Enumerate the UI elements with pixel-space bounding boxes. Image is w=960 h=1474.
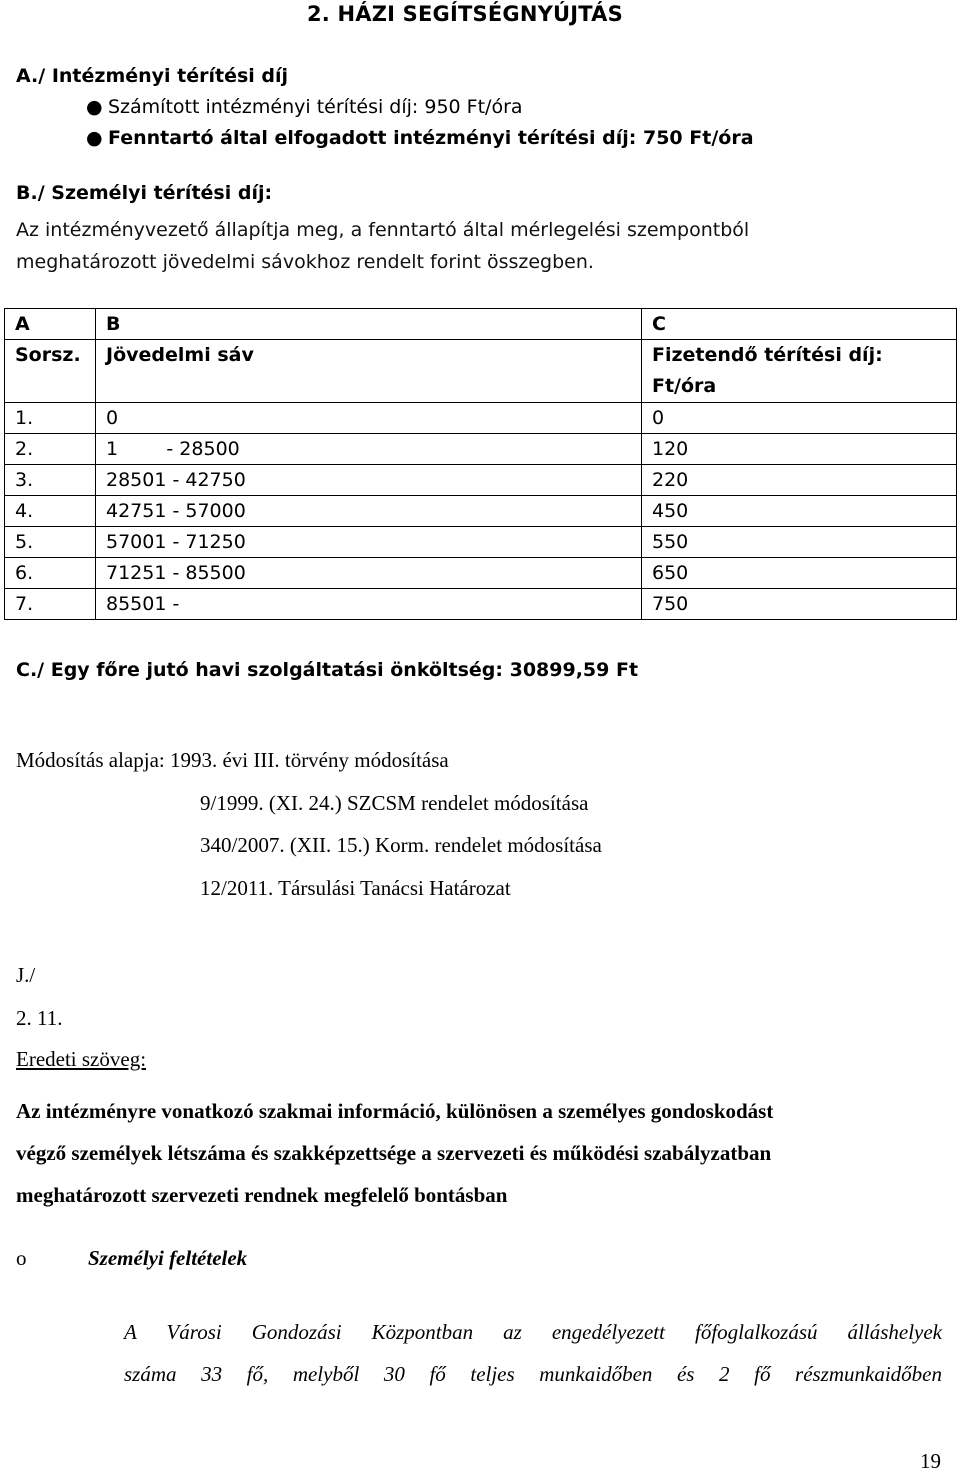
legal-basis-main: Módosítás alapja: 1993. évi III. törvény módosítása	[16, 748, 449, 772]
row-number: 6.	[5, 558, 96, 589]
legal-basis-sub: 9/1999. (XI. 24.) SZCSM rendelet módosítása	[200, 791, 589, 815]
row-number: 2.	[5, 434, 96, 465]
row-income-band: 42751 - 57000	[96, 496, 642, 527]
row-number: 7.	[5, 589, 96, 620]
page-number: 19	[920, 1449, 941, 1473]
header-fee	[642, 340, 957, 403]
bold-paragraph-line: meghatározott szervezeti rendnek megfelelő bontásban	[16, 1183, 508, 1207]
table-row	[5, 496, 957, 527]
section-b-heading: B./ Személyi térítési díj:	[16, 182, 273, 204]
row-income-band: 71251 - 85500	[96, 558, 642, 589]
bullet-text: Számított intézményi térítési díj: 950 Ft/óra	[108, 96, 523, 118]
personal-conditions-line: A Városi Gondozási Központban az engedélyezett főfoglalkozású álláshelyek	[124, 1320, 942, 1344]
personal-conditions-line: száma 33 fő, melyből 30 fő teljes munkaidőben és 2 fő részmunkaidőben	[124, 1362, 942, 1386]
section-c-heading: C./ Egy főre jutó havi szolgáltatási önköltség: 30899,59 Ft	[16, 659, 639, 681]
fee-table	[4, 308, 957, 620]
table-letter-row	[5, 309, 957, 340]
row-number: 3.	[5, 465, 96, 496]
bold-paragraph-line: végző személyek létszáma és szakképzettsége a szervezeti és működési szabályzatban	[16, 1141, 772, 1165]
personal-conditions-heading: Személyi feltételek	[88, 1246, 248, 1270]
header-sorsz: Sorsz.	[5, 340, 96, 403]
row-number: 5.	[5, 527, 96, 558]
row-fee: 550	[642, 527, 957, 558]
row-fee: 650	[642, 558, 957, 589]
table-row	[5, 558, 957, 589]
table-header-row	[5, 340, 957, 403]
bullet-accepted-fee	[86, 127, 754, 149]
section-b-line: meghatározott jövedelmi sávokhoz rendelt forint összegben.	[16, 251, 594, 273]
reference-number: 2. 11.	[16, 1006, 63, 1030]
section-title: 2. HÁZI SEGÍTSÉGNYÚJTÁS	[307, 2, 623, 26]
row-number: 1.	[5, 403, 96, 434]
reference-j: J./	[16, 963, 36, 987]
table-row	[5, 589, 957, 620]
legal-basis-sub: 340/2007. (XII. 15.) Korm. rendelet módosítása	[200, 833, 602, 857]
table-row	[5, 403, 957, 434]
row-income-band: 85501 -	[96, 589, 642, 620]
row-number: 4.	[5, 496, 96, 527]
table-row	[5, 465, 957, 496]
table-row	[5, 527, 957, 558]
original-text-label: Eredeti szöveg:	[16, 1047, 147, 1071]
circle-bullet-icon: o	[16, 1246, 27, 1270]
legal-basis-sub: 12/2011. Társulási Tanácsi Határozat	[200, 876, 511, 900]
row-income-band: 57001 - 71250	[96, 527, 642, 558]
row-fee: 220	[642, 465, 957, 496]
row-income-band: 0	[96, 403, 642, 434]
bold-paragraph-line: Az intézményre vonatkozó szakmai információ, különösen a személyes gondoskodást	[16, 1099, 774, 1123]
section-b-line: Az intézményvezető állapítja meg, a fenntartó által mérlegelési szempontból	[16, 219, 750, 241]
table-row	[5, 434, 957, 465]
section-a-heading: A./ Intézményi térítési díj	[16, 65, 289, 87]
col-letter-b: B	[96, 309, 642, 340]
row-income-band: 28501 - 42750	[96, 465, 642, 496]
row-fee: 750	[642, 589, 957, 620]
row-fee: 450	[642, 496, 957, 527]
bullet-dot-icon: ●	[86, 127, 103, 149]
header-fee-line: Fizetendő térítési díj:	[652, 344, 883, 366]
header-fee-unit: Ft/óra	[652, 375, 717, 397]
bullet-calculated-fee	[86, 96, 523, 118]
header-income-band: Jövedelmi sáv	[96, 340, 642, 403]
col-letter-c: C	[642, 309, 957, 340]
row-fee: 120	[642, 434, 957, 465]
row-income-band: 1 - 28500	[96, 434, 642, 465]
bullet-dot-icon: ●	[86, 96, 103, 118]
bullet-text: Fenntartó által elfogadott intézményi térítési díj: 750 Ft/óra	[108, 127, 754, 149]
row-fee: 0	[642, 403, 957, 434]
col-letter-a: A	[5, 309, 96, 340]
